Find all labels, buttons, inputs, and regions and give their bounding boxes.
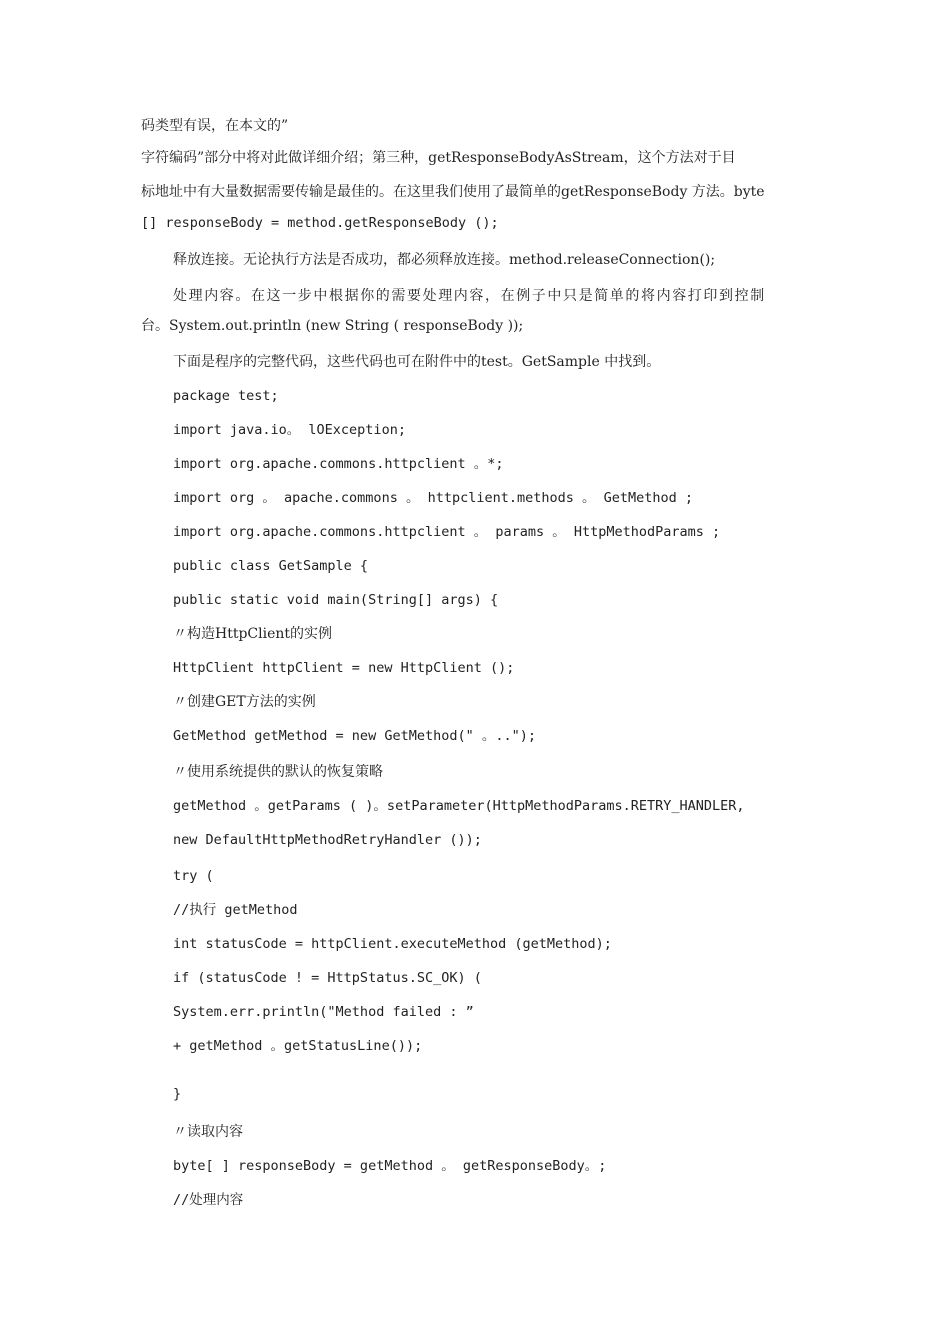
code-comment-line: 〃使用系统提供的默认的恢复策略 [173, 764, 383, 780]
code-line: public class GetSample { [173, 558, 369, 574]
code-line: try ( [173, 868, 214, 884]
code-line: import org.apache.commons.httpclient 。*; [173, 456, 504, 472]
code-line: byte[ ] responseBody = getMethod 。 getResponseBody。; [173, 1158, 607, 1174]
code-comment-line: //处理内容 [173, 1192, 244, 1208]
code-line: import java.io。 lOException; [173, 422, 406, 438]
code-line: HttpClient httpClient = new HttpClient (); [173, 660, 515, 676]
code-line: import org 。 apache.commons 。 httpclient.methods 。 GetMethod ; [173, 490, 694, 506]
code-line: + getMethod 。getStatusLine()); [173, 1038, 423, 1054]
code-line: System.err.println("Method failed : ” [173, 1004, 474, 1020]
text-line: 释放连接。无论执行方法是否成功，都必须释放连接。method.releaseConnection(); [173, 252, 716, 268]
code-line: import org.apache.commons.httpclient 。 params 。 HttpMethodParams ; [173, 524, 721, 540]
code-line: new DefaultHttpMethodRetryHandler ()); [173, 832, 482, 848]
text-line: 台。System.out.println (new String ( responseBody )); [141, 318, 524, 334]
text-line: 处理内容。在这一步中根据你的需要处理内容，在例子中只是简单的将内容打印到控制 [173, 288, 766, 304]
code-line: GetMethod getMethod = new GetMethod(" 。.."); [173, 728, 536, 744]
text-line: 标地址中有大量数据需要传输是最佳的。在这里我们使用了最简单的getResponseBody 方法。byte [141, 184, 765, 200]
code-line: package test; [173, 388, 279, 404]
code-line: } [173, 1086, 182, 1102]
code-line: public static void main(String[] args) { [173, 592, 499, 608]
text-line: 下面是程序的完整代码，这些代码也可在附件中的test。GetSample 中找到。 [173, 354, 661, 370]
text-line: 字符编码”部分中将对此做详细介绍；第三种，getResponseBodyAsStream，这个方法对于目 [141, 150, 736, 166]
text-line: [] responseBody = method.getResponseBody (); [141, 215, 499, 231]
code-line: if (statusCode ! = HttpStatus.SC_OK) ( [173, 970, 482, 986]
code-comment-line: 〃读取内容 [173, 1124, 243, 1140]
code-comment-line: 〃构造HttpClient的实例 [173, 626, 333, 642]
code-comment-line: //执行 getMethod [173, 902, 298, 918]
code-comment-line: 〃创建GET方法的实例 [173, 694, 316, 710]
text-line: 码类型有误，在本文的” [141, 118, 289, 134]
code-line: getMethod 。getParams ( )。setParameter(HttpMethodParams.RETRY_HANDLER, [173, 798, 745, 814]
code-line: int statusCode = httpClient.executeMethod (getMethod); [173, 936, 612, 952]
